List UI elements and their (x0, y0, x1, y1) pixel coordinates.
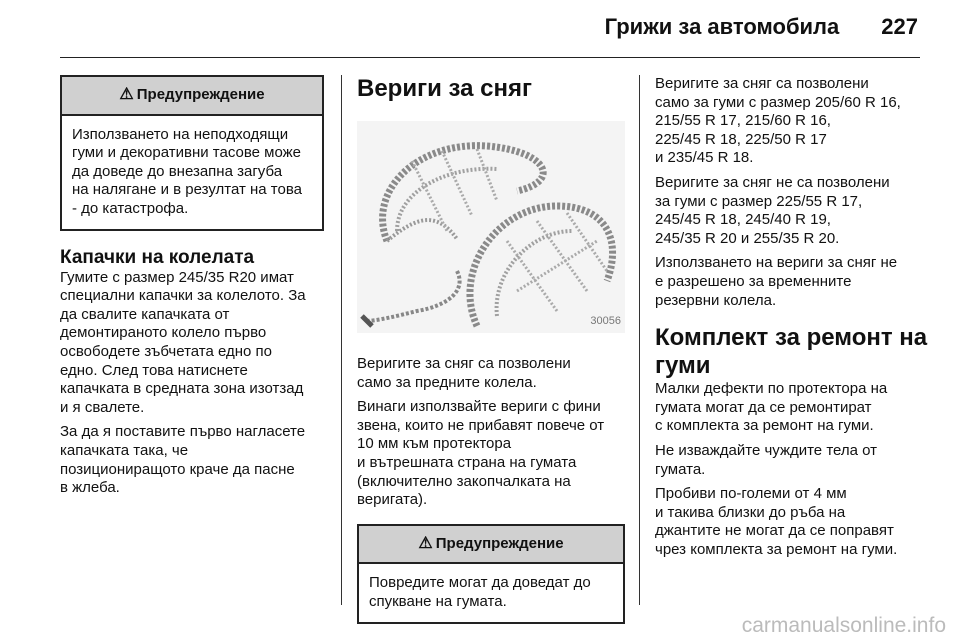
snow-chains-illustration (357, 121, 625, 333)
watermark: carmanualsonline.info (741, 614, 946, 637)
warning-title: Предупреждение (435, 534, 564, 552)
column-1 (60, 75, 324, 504)
paragraph: Веригите за сняг са позволени само за гуми с размер 205/60 R 16, 215/55 R 17, 215/60 R 16, 225/45 R 18, 225/50 R 17 и 235/45 R 18. (655, 75, 901, 167)
warning-icon: ⚠ (119, 86, 134, 103)
header-title: Грижи за автомобила (604, 14, 840, 39)
section-heading-wheel-covers: Капачки на колелата (60, 246, 255, 268)
paragraph: Малки дефекти по протектора на гумата могат да се ремонтират с комплекта за ремонт на гуми. (655, 380, 888, 435)
snow-chain-drawing (357, 121, 625, 333)
warning-text: Използването на неподходящи гуми и декоративни тасове може да доведе до внезапна загуба на налягане и в резултат на това - до катастрофа. (72, 125, 302, 217)
warning-title: Предупреждение (136, 86, 265, 103)
page-number: 227 (881, 14, 918, 39)
warning-box (357, 524, 625, 624)
header-rule (60, 57, 920, 58)
section-heading-repair-kit: Комплект за ремонт на гуми (655, 324, 928, 380)
column-divider-2 (639, 75, 640, 605)
warning-header (62, 77, 322, 116)
paragraph: Веригите за сняг са позволени само за предните колела. (357, 355, 571, 391)
paragraph: Не изваждайте чуждите тела от гумата. (655, 441, 878, 478)
column-3 (655, 75, 930, 565)
warning-box (60, 75, 324, 231)
column-2 (357, 75, 625, 624)
paragraph: Използването на вериги за сняг не е разрешено за временните резервни колела. (655, 254, 898, 309)
figure-number: 30056 (590, 315, 621, 328)
paragraph: За да я поставите първо нагласете капачката така, че позициониращото краче да пасне в жлеба. (60, 423, 306, 497)
warning-icon: ⚠ (418, 534, 433, 552)
paragraph: Веригите за сняг не са позволени за гуми с размер 225/55 R 17, 245/45 R 18, 245/40 R 19, 245/35 R 20 и 255/35 R 20. (655, 173, 890, 247)
page-header (605, 14, 918, 40)
column-divider-1 (341, 75, 342, 605)
warning-text: Повредите могат да доведат до спукване на гумата. (369, 574, 591, 610)
warning-header (359, 526, 623, 565)
paragraph: Гумите с размер 245/35 R20 имат специални капачки за колелото. За да свалите капачката от демонтираното колело първо освободете зъбчетата едно по едно. След това натиснете капачката в средната зона изотзад и я свалете. (60, 268, 306, 416)
paragraph: Винаги използвайте вериги с фини звена, които не прибавят повече от 10 мм към протектора и вътрешната страна на гумата (включително закопчалката на веригата). (357, 398, 605, 509)
section-heading-snow-chains: Вериги за сняг (357, 75, 532, 102)
paragraph: Пробиви по-големи от 4 мм и такива близки до ръба на джантите не могат да се поправят чрез комплекта за ремонт на гуми. (655, 485, 898, 558)
